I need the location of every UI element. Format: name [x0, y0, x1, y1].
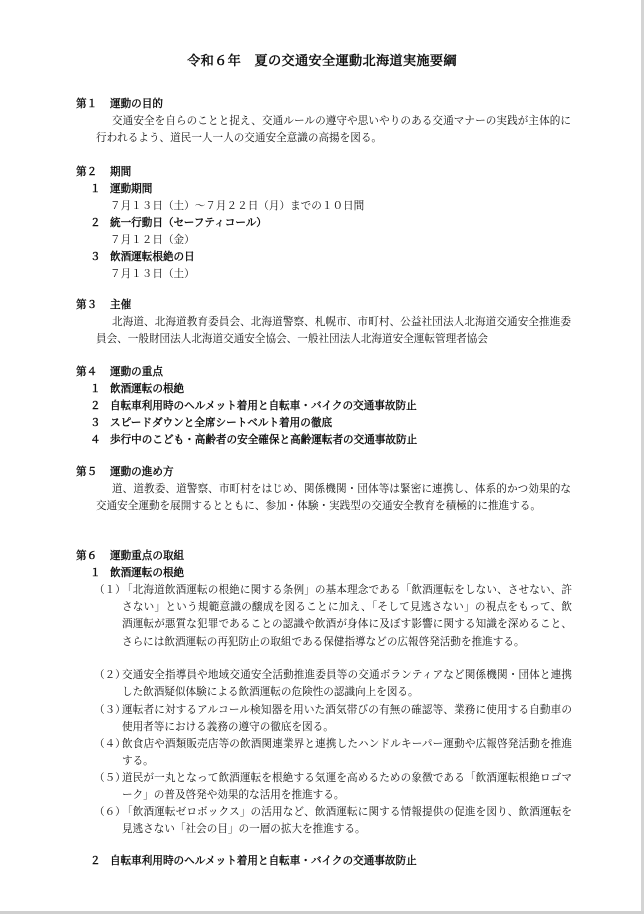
initiative-1-item-4-text: 飲食店や酒類販売店等の飲酒関連業界と連携したハンドルキーパー運動や広報啓発活動を推進する。 — [122, 738, 572, 768]
section-6-number: 第６ — [76, 550, 98, 562]
period-item-3-number: ３ — [90, 251, 101, 263]
initiative-2-label: 自転車利用時のヘルメット着用と自転車・バイクの交通事故防止 — [110, 855, 417, 867]
initiative-1-item-3-text: 運転者に対するアルコール検知器を用いた酒気帯びの有無の確認等、業務に使用する自動車の使用者等における義務の遵守の徹底を図る。 — [122, 704, 572, 734]
initiative-1-item-5-number: （５） — [94, 772, 126, 784]
section-5-number: 第５ — [76, 466, 98, 478]
initiative-1-item-4-number: （４） — [94, 738, 126, 750]
period-item-2-number: ２ — [90, 217, 101, 229]
section-4-number: 第４ — [76, 366, 98, 378]
initiative-1-item-2-text: 交通安全指導員や地域交通安全活動推進委員等の交通ボランティアなど関係機関・団体と連携した飲酒疑似体験による飲酒運転の危険性の認識向上を図る。 — [122, 669, 572, 699]
period-item-3-label: 飲酒運転根絶の日 — [110, 251, 195, 263]
section-3-heading: 主催 — [110, 299, 132, 311]
initiative-1-item-6-number: （６） — [94, 806, 126, 818]
initiative-2-number: ２ — [90, 855, 101, 867]
section-5-heading: 運動の進め方 — [110, 466, 174, 478]
section-2-number: 第２ — [76, 166, 98, 178]
initiative-1-item-6-text: 「飲酒運転ゼロボックス」の活用など、飲酒運転に関する情報提供の促進を図り、飲酒運転を見逃さない「社会の目」の一層の拡大を推進する。 — [122, 806, 572, 836]
period-item-3-value: ７月１３日（土） — [110, 268, 195, 280]
focus-item-4-number: ４ — [90, 434, 101, 446]
section-5-body: 道、道教委、道警察、市町村をはじめ、関係機関・団体等は緊密に連携し、体系的かつ効果的な交通安全運動を展開するとともに、参加・体験・実践型の交通安全教育を積極的に推進する。 — [96, 483, 571, 513]
section-2-heading: 期間 — [110, 166, 132, 178]
section-4-heading: 運動の重点 — [110, 366, 163, 378]
focus-item-3-label: スピードダウンと全席シートベルト着用の徹底 — [110, 417, 333, 429]
initiative-1-item-2-number: （２） — [94, 669, 126, 681]
section-1-number: 第１ — [76, 98, 98, 110]
focus-item-2-label: 自転車利用時のヘルメット着用と自転車・バイクの交通事故防止 — [110, 400, 417, 412]
section-1-body: 交通安全を自らのことと捉え、交通ルールの遵守や思いやりのある交通マナーの実践が主体的に行われるよう、道民一人一人の交通安全意識の高揚を図る。 — [96, 115, 571, 145]
initiative-1-number: １ — [90, 567, 101, 579]
initiative-1-item-1-number: （１） — [94, 584, 126, 596]
document-title: 令和６年 夏の交通安全運動北海道実施要綱 — [187, 54, 457, 69]
section-3-body: 北海道、北海道教育委員会、北海道警察、札幌市、市町村、公益社団法人北海道交通安全推進委員会、一般財団法人北海道交通安全協会、一般社団法人北海道安全運転管理者協会 — [96, 316, 571, 346]
period-item-1-value: ７月１３日（土）～７月２２日（月）までの１０日間 — [110, 200, 365, 212]
period-item-1-label: 運動期間 — [110, 183, 153, 195]
section-3-number: 第３ — [76, 299, 98, 311]
initiative-1-item-3-number: （３） — [94, 704, 126, 716]
section-6-heading: 運動重点の取組 — [110, 550, 185, 562]
focus-item-2-number: ２ — [90, 400, 101, 412]
initiative-1-item-1-text: 「北海道飲酒運転の根絶に関する条例」の基本理念である「飲酒運転をしない、させない、許さない」という規範意識の醸成を図ることに加え、「そして見逃さない」の視点をもって、飲酒運転が悪質な犯罪であることの認識や飲酒が身体に及ぼす影響に関する知識を深めること、さらには飲酒運転の再犯防止の取組である保健指導などの広報啓発活動を推進する。 — [122, 584, 572, 648]
focus-item-4-label: 歩行中のこども・高齢者の安全確保と高齢運転者の交通事故防止 — [110, 434, 418, 446]
initiative-1-item-5-text: 道民が一丸となって飲酒運転を根絶する気運を高めるための象徴である「飲酒運転根絶ロゴマーク」の普及啓発や効果的な活用を推進する。 — [122, 772, 572, 802]
period-item-2-value: ７月１２日（金） — [110, 234, 195, 246]
focus-item-1-label: 飲酒運転の根絶 — [110, 383, 185, 395]
initiative-1-label: 飲酒運転の根絶 — [110, 567, 185, 579]
section-1-heading: 運動の目的 — [110, 98, 163, 110]
focus-item-3-number: ３ — [90, 417, 101, 429]
period-item-2-label: 統一行動日（セーフティコール） — [110, 217, 267, 229]
focus-item-1-number: １ — [90, 383, 101, 395]
period-item-1-number: １ — [90, 183, 101, 195]
